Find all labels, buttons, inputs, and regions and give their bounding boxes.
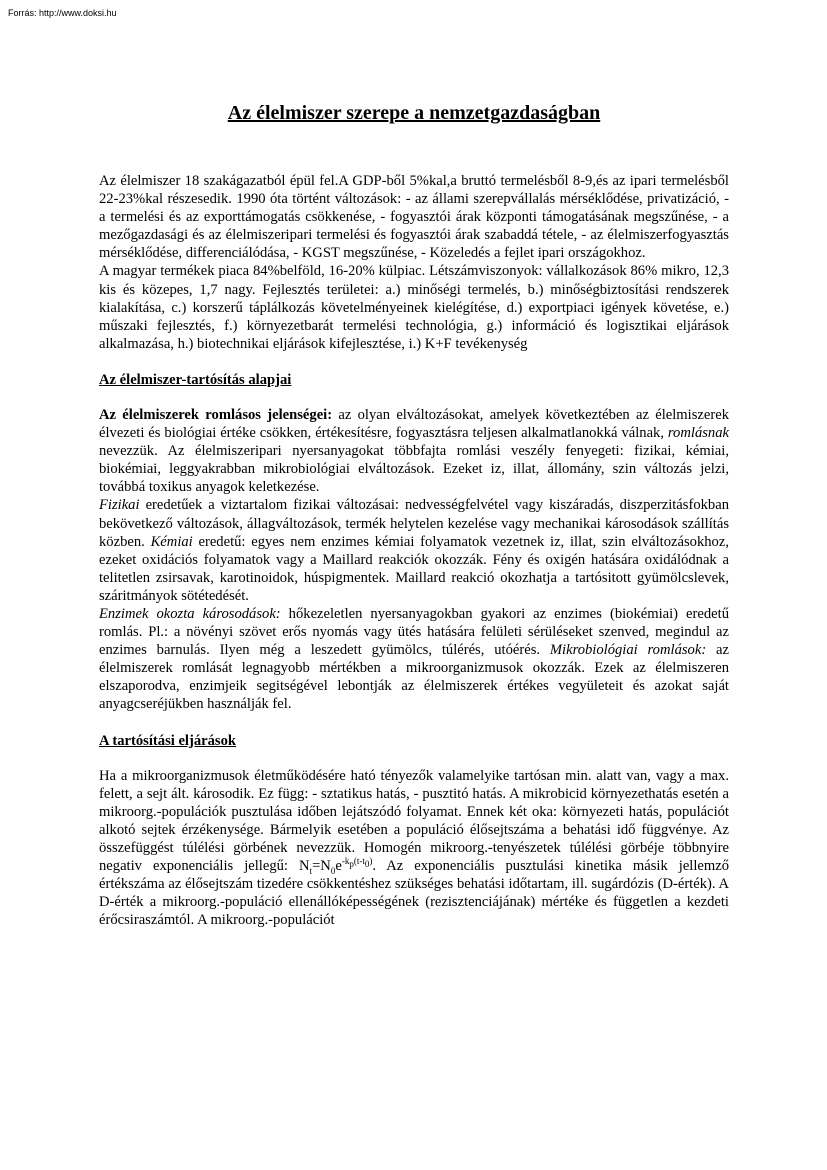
methods-text-b: . Az exponenciális pusztulási kinetika másik jellemző értékszáma az élősejtszám tizedére csökkentéshez szükséges behatási időtartam, ill. sugárdózis (D-érték). A D-érték a mikroorg.-populáció ellenállóképességének (rezisztenciájának) mértéke és független a kezdeti érőcsiraszámtól. A mikroorg.-populációt [99, 858, 730, 929]
physical-term: Fizikai [99, 497, 140, 514]
spoilage-term: romlásnak [667, 425, 729, 442]
chemical-text: eredetű: egyes nem enzimes kémiai folyamatok vezetnek iz, illat, szin elváltozásokhoz, ezeket oxidációs folyamatok vagy a Maillard reakciók okozzák. Fény és oxigén hatására oxidálódnak a telitetlen zsirsavak, karotinoidok, húspigmentek. Maillard reakció okozhatja a tartósitott gyümölcslevek, száritmányok sötétedését. [99, 533, 729, 604]
spoilage-text-b: nevezzük. Az élelmiszeripari nyersanyagokat többfajta romlási veszély fenyegeti: fizikai, kémiai, biokémiai, leggyakrabban mikrobiológiai elváltozások. Ezeket iz, illat, állomány, szin változás jelzi, továbbá toxikus anyagok keletkezése. [99, 443, 729, 496]
spoilage-text-a: az olyan elváltozásokat, amelyek következtében az élelmiszerek élvezeti és biológiai értéke csökken, értékesítésre, fogyasztásra teljesen alkalmatlanokká válnak, [99, 406, 729, 442]
intro-paragraph-1: Az élelmiszer 18 szakágazatból épül fel.A GDP-ből 5%kal,a bruttó termelésből 8-9,és az ipari termelésből 22-23%kal részesedik. 1990 óta történt változások: - az állami szerepvállalás mérséklődése, privatizáció, - a termelési és az exporttámogatás csökkenése, - fogyasztói árak központi támogatásának megszűnése, - a mezőgazdasági és az élelmiszeripari termelési és fogyasztói árak szabaddá tétele, - az élelmiszerfogyasztás mérséklődése, differenciálódása, - KGST megszűnése, - Közeledés a fejlet ipari országokhoz. [99, 173, 729, 262]
source-note: Forrás: http://www.doksi.hu [8, 8, 117, 18]
methods-text-a: Ha a mikroorganizmusok életműködésére ható tényezők valamelyike tartósan min. alatt van, vagy a max. felett, a sejt ált. károsodik. Ez függ: - sztatikus hatás, - pusztitó hatás. A mikrobicid környezethatás esetén a mikroorg.-populációk pusztulása időben lejátszódó folyamat. Ennek két oka: környezeti hatás, populációt alkotó sejtek érzékenysége. Bármelyik esetében a populáció élősejtszáma a behatási idő függvénye. Az összefüggést túlélési görbének nevezzük. Homogén mikroorg.-tenyészetek túlélési görbéje többnyire negativ exponenciális jellegű: [99, 767, 729, 874]
chemical-term: Kémiai [150, 533, 193, 550]
microbial-text: az élelmiszerek romlását legnagyobb mértékben a mikroorganizmusok okozzák. Ezek az élelmiszeren elszaporodva, enzimjeik segitségével lebontják az élelmiszerek értékes vegyületeit és azokat saját anyagcseréjükben használják fel. [99, 642, 729, 713]
enzyme-term: Enzimek okozta károsodások: [99, 605, 281, 622]
intro-paragraph-2: A magyar termékek piaca 84%belföld, 16-20% külpiac. Létszámviszonyok: vállalkozások 86% mikro, 12,3 kis és közepes, 1,7 nagy. Fejlesztés területei: a.) minőségi termelés, b.) minőségbiztosítási rendszerek kialakítása, c.) korszerű táplálkozás követelményeinek kielégítése, d.) exportpiaci igények követése, e.) műszaki fejlesztés, f.) környezetbarát termelési technológia, g.) információ és logisztikai eljárások alkalmazása, h.) biotechnikai eljárások kifejlesztése, i.) K+F tevékenység [99, 263, 729, 352]
microbial-term: Mikrobiológiai romlások: [549, 642, 707, 659]
section-heading-preservation-methods: A tartósítási eljárások [99, 732, 237, 749]
page-title: Az élelmiszer szerepe a nemzetgazdaságban [227, 102, 601, 124]
section-heading-preservation-basics: Az élelmiszer-tartósítás alapjai [99, 371, 292, 388]
physical-text: eredetűek a viztartalom fizikai változásai: nedvességfelvétel vagy kiszáradás, diszperzitásfokban bekövetkező változások, állagváltozások, termék helytelen kezelése vagy mechanikai károsodások szállítás közben. [99, 497, 729, 550]
methods-paragraph [99, 767, 729, 930]
spoilage-lead: Az élelmiszerek romlásos jelenségei: [99, 406, 333, 423]
spoilage-paragraph [99, 406, 729, 496]
survival-formula: $N_t=N_0e^{-k_p(t-t_0)}$ [299, 856, 373, 876]
enzyme-text: hőkezeletlen nyersanyagokban gyakori az enzimes (biokémiai) eredetű romlás. Pl.: a növényi szövet erős nyomás vagy ütés hatására felületi sérüléseket szenved, megindul az enzimes barnulás. Ilyen még a leszedett gyümölcs, túlérés, utóérés. [99, 605, 729, 659]
enzyme-microbial-paragraph [99, 605, 729, 714]
document-page [99, 100, 729, 929]
physical-chemical-paragraph [99, 496, 729, 605]
